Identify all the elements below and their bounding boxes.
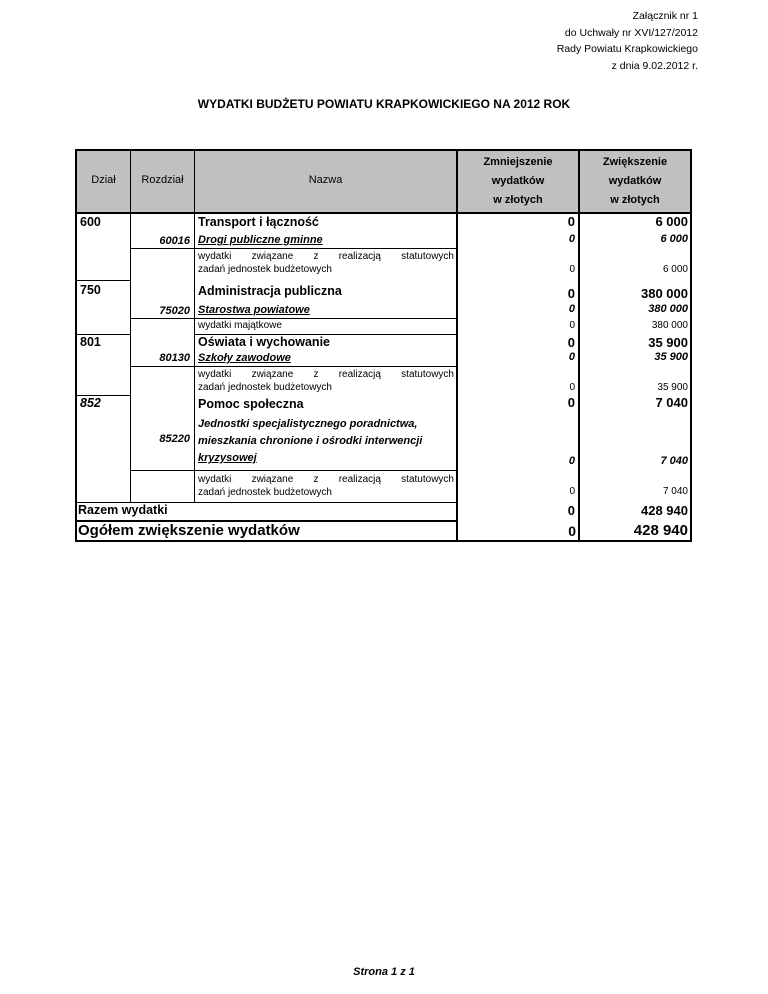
dzial-750: 750 <box>80 283 101 297</box>
council-name: Rady Powiatu Krapkowickiego <box>556 43 698 55</box>
rozdzial-80130: 80130 <box>159 352 190 364</box>
item-60016-line1: wydatki związane z realizacją statutowych <box>198 251 454 262</box>
rozdzial-85220-name-line3: kryzysowej <box>198 452 257 464</box>
dzial-750-decrease: 0 <box>567 286 575 301</box>
rozdzial-60016: 60016 <box>159 235 190 247</box>
total-increase: 428 940 <box>641 503 688 518</box>
table-border-right <box>690 149 692 542</box>
header-decrease <box>458 153 578 210</box>
item-85220-line1: wydatki związane z realizacją statutowych <box>198 474 454 485</box>
dzial-750-name: Administracja publiczna <box>198 284 342 298</box>
rozdzial-85220: 85220 <box>159 433 190 445</box>
row-rule-rozdzial-75020 <box>131 318 194 319</box>
item-80130-line1: wydatki związane z realizacją statutowych <box>198 369 454 380</box>
item-85220-increase: 7 040 <box>662 486 688 497</box>
col-sep-rozdzial <box>194 149 195 502</box>
dzial-750-increase: 380 000 <box>641 286 688 301</box>
item-60016-decrease: 0 <box>569 264 575 275</box>
header-rozdzial: Rozdział <box>141 174 184 186</box>
item-80130-increase: 35 900 <box>657 382 688 393</box>
item-60016-increase: 6 000 <box>662 264 688 275</box>
rozdzial-85220-increase: 7 040 <box>660 455 688 467</box>
header-increase-line2: wydatków <box>608 175 662 187</box>
item-75020-description: wydatki majątkowe <box>198 320 282 331</box>
dzial-600-decrease: 0 <box>567 214 575 229</box>
item-75020-decrease: 0 <box>569 320 575 331</box>
item-75020-increase: 380 000 <box>651 320 688 331</box>
header-decrease-line3: w złotych <box>493 194 543 206</box>
rozdzial-60016-name: Drogi publiczne gminne <box>198 234 323 246</box>
dzial-600-increase: 6 000 <box>655 214 688 229</box>
resolution-date: z dnia 9.02.2012 r. <box>611 59 698 72</box>
header-nazwa: Nazwa <box>308 174 343 186</box>
rozdzial-75020: 75020 <box>159 305 190 317</box>
dzial-600-name: Transport i łączność <box>198 215 319 229</box>
grand-total-increase: 428 940 <box>633 522 688 539</box>
rozdzial-85220-decrease: 0 <box>568 455 575 467</box>
rozdzial-80130-name: Szkoły zawodowe <box>198 352 291 364</box>
rozdzial-75020-decrease: 0 <box>568 303 575 315</box>
grand-total-label: Ogółem zwiększenie wydatków <box>78 522 300 539</box>
row-rule-name-5 <box>195 470 456 471</box>
dzial-852: 852 <box>80 396 101 410</box>
rozdzial-85220-name-line2: mieszkania chronione i ośrodki interwencji <box>198 435 423 447</box>
item-80130-decrease: 0 <box>569 382 575 393</box>
item-80130-line2: zadań jednostek budżetowych <box>198 382 332 393</box>
total-decrease: 0 <box>567 503 575 518</box>
table-border-left <box>75 149 77 542</box>
dzial-801: 801 <box>80 335 101 349</box>
rozdzial-60016-decrease: 0 <box>568 233 575 245</box>
rozdzial-85220-name <box>198 416 422 467</box>
dzial-852-increase: 7 040 <box>655 395 688 410</box>
resolution-number: do Uchwały nr XVI/127/2012 <box>564 26 698 39</box>
rozdzial-85220-name-line1: Jednostki specjalistycznego poradnictwa, <box>198 418 418 430</box>
header-decrease-line1: Zmniejszenie <box>483 156 553 168</box>
col-sep-dzial <box>130 149 131 502</box>
rozdzial-75020-increase: 380 000 <box>648 303 688 315</box>
rozdzial-75020-name: Starostwa powiatowe <box>198 304 310 316</box>
dzial-852-name: Pomoc społeczna <box>198 397 304 411</box>
item-85220-line2: zadań jednostek budżetowych <box>198 487 332 498</box>
dzial-801-name: Oświata i wychowanie <box>198 335 330 349</box>
row-rule-rozdzial-80130 <box>131 366 194 367</box>
dzial-600: 600 <box>80 215 101 229</box>
dzial-801-increase: 35 900 <box>648 335 688 350</box>
document-title: WYDATKI BUDŻETU POWIATU KRAPKOWICKIEGO NA 2012 ROK <box>197 97 571 111</box>
header-decrease-line2: wydatków <box>491 175 545 187</box>
row-rule-rozdzial-85220 <box>131 470 194 471</box>
item-85220-description <box>198 473 454 499</box>
item-85220-decrease: 0 <box>569 486 575 497</box>
header-increase-line1: Zwiększenie <box>602 156 668 168</box>
attachment-number: Załącznik nr 1 <box>632 10 698 22</box>
attachment-header <box>557 8 698 74</box>
row-rule-name-2 <box>195 318 456 319</box>
item-60016-description <box>198 250 454 276</box>
table-border-top <box>75 149 692 151</box>
header-increase <box>580 153 690 210</box>
item-80130-description <box>198 368 454 394</box>
row-rule-rozdzial-60016 <box>131 248 194 249</box>
dzial-852-decrease: 0 <box>567 395 575 410</box>
rozdzial-80130-increase: 35 900 <box>654 351 688 363</box>
grand-total-decrease: 0 <box>568 523 576 539</box>
row-rule-name-1 <box>195 248 456 249</box>
table-border-bottom <box>75 540 692 542</box>
item-60016-line2: zadań jednostek budżetowych <box>198 264 332 275</box>
page-footer: Strona 1 z 1 <box>353 966 415 978</box>
row-rule-name-4 <box>195 366 456 367</box>
header-increase-line3: w złotych <box>610 194 660 206</box>
total-label: Razem wydatki <box>78 503 168 517</box>
row-rule-dzial-600 <box>76 280 130 281</box>
header-dzial: Dział <box>91 174 116 186</box>
rozdzial-60016-increase: 6 000 <box>660 233 688 245</box>
rozdzial-80130-decrease: 0 <box>568 351 575 363</box>
dzial-801-decrease: 0 <box>567 335 575 350</box>
